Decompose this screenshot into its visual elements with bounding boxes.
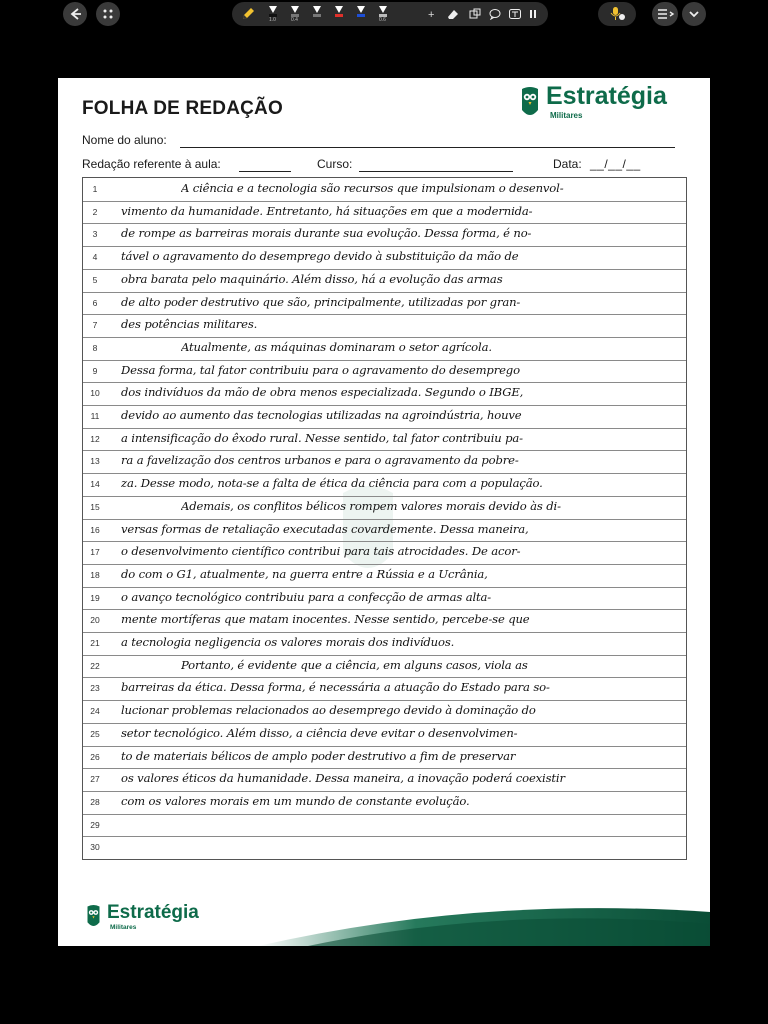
line-number: 2 (92, 206, 98, 217)
handwritten-line: to de materiais bélicos de amplo poder destrutivo a fim de preservar (121, 748, 516, 763)
ruled-line (83, 360, 686, 361)
handwritten-line: ra a favelização dos centros urbanos e para o agravamento da pobre- (121, 453, 519, 468)
pen-tool[interactable] (334, 6, 343, 20)
arrow-left-icon (63, 2, 87, 26)
pen-tool[interactable] (356, 6, 365, 20)
handwritten-line: obra barata pelo maquinário. Além disso, há a evolução das armas (121, 271, 503, 286)
text-icon[interactable] (508, 8, 522, 20)
ruled-line (83, 473, 686, 474)
handwritten-line: Dessa forma, tal fator contribuiu para o agravamento do desemprego (121, 362, 520, 377)
line-number: 24 (90, 706, 100, 717)
line-number: 11 (90, 411, 100, 421)
date-label: Data: (553, 157, 582, 171)
line-number: 9 (92, 365, 98, 376)
pen-size-label: 0.6 (379, 17, 386, 23)
line-number: 7 (92, 320, 98, 331)
brand-subtitle: Militares (110, 924, 137, 931)
ruled-line (83, 564, 686, 565)
ruled-line (83, 677, 686, 678)
app-toolbar (58, 0, 710, 30)
handwritten-line: de rompe as barreiras morais durante sua evolução. Dessa forma, é no- (121, 226, 532, 241)
back-button[interactable] (63, 2, 87, 26)
line-number: 6 (92, 297, 98, 308)
essay-sheet-page[interactable] (58, 78, 710, 946)
ruled-line (83, 405, 686, 406)
pencil-icon[interactable] (240, 6, 256, 22)
line-number: 26 (90, 751, 100, 762)
ruled-line (83, 292, 686, 293)
ruled-line (83, 746, 686, 747)
date-field[interactable]: __/__/__ (590, 157, 641, 171)
line-number: 3 (92, 229, 98, 240)
mic-button[interactable] (598, 2, 636, 26)
handwritten-line: mente mortíferas que matam inocentes. Nesse sentido, percebe-se que (121, 612, 530, 627)
brand-subtitle: Militares (550, 111, 583, 120)
line-number: 4 (92, 252, 98, 263)
line-number: 30 (90, 842, 100, 853)
handwritten-line: o avanço tecnológico contribuiu para a confecção de armas alta- (121, 589, 492, 604)
ruled-line (83, 655, 686, 656)
handwritten-line: tável o agravamento do desemprego devido à substituição da mão de (121, 249, 519, 264)
ruled-line (83, 700, 686, 701)
handwritten-line: a intensificação do êxodo rural. Nesse sentido, tal fator contribuiu pa- (121, 430, 523, 445)
handwritten-line: com os valores morais em um mundo de constante evolução. (121, 793, 470, 808)
ruled-line (83, 314, 686, 315)
line-number: 5 (92, 274, 98, 285)
pen-tool[interactable] (378, 6, 387, 23)
ruled-line (83, 428, 686, 429)
line-number: 10 (90, 388, 100, 399)
line-number: 22 (90, 660, 100, 671)
pause-icon[interactable] (528, 8, 538, 20)
comment-icon[interactable] (488, 8, 502, 20)
handwritten-line: lucionar problemas relacionados ao desemprego devido à dominação do (121, 703, 536, 718)
ruled-line (83, 609, 686, 610)
handwritten-line: o desenvolvimento científico contribui para tais atrocidades. De acor- (121, 544, 521, 559)
ruled-line (83, 269, 686, 270)
line-number: 28 (90, 796, 100, 807)
handwritten-line: des potências militares. (121, 317, 258, 332)
line-number: 29 (90, 819, 100, 830)
student-name-label: Nome do aluno: (82, 133, 167, 147)
ruled-line (83, 496, 686, 497)
handwritten-line: de alto poder destrutivo que são, principalmente, utilizadas por gran- (121, 294, 521, 309)
handwritten-line: a tecnologia negligencia os valores morais dos indivíduos. (121, 635, 455, 649)
class-label: Redação referente à aula: (82, 157, 221, 171)
line-number: 19 (90, 592, 100, 603)
handwritten-line: dos indivíduos da mão de obra menos especializada. Segundo o IBGE, (121, 385, 524, 400)
ruled-line (83, 541, 686, 542)
ruled-line (83, 587, 686, 588)
owl-logo-icon (86, 904, 101, 930)
course-label: Curso: (317, 157, 353, 171)
eraser-icon[interactable] (446, 8, 460, 20)
pen-tool[interactable] (268, 6, 277, 23)
ruled-line (83, 246, 686, 247)
ruled-line (83, 632, 686, 633)
line-number: 1 (92, 184, 98, 194)
handwritten-line: A ciência e a tecnologia são recursos que impulsionam o desenvol- (181, 181, 564, 195)
ruled-line (83, 768, 686, 769)
handwritten-line: za. Desse modo, nota-se a falta de ética da ciência para com a população. (121, 476, 543, 491)
line-number: 14 (90, 479, 100, 490)
mic-icon (607, 6, 627, 22)
more-icon (652, 2, 678, 26)
course-line[interactable] (359, 171, 513, 172)
ruled-line (83, 519, 686, 520)
line-number: 8 (92, 342, 98, 353)
line-number: 25 (90, 728, 100, 739)
line-number: 12 (90, 433, 100, 444)
brand-name: Estratégia (107, 902, 199, 923)
class-line[interactable] (239, 171, 291, 172)
line-number: 20 (90, 615, 100, 626)
essay-lines[interactable] (82, 177, 687, 860)
handwritten-line: devido ao aumento das tecnologias utilizadas na agroindústria, houve (121, 408, 522, 422)
pen-toolbar (232, 2, 548, 26)
line-number: 27 (90, 774, 100, 785)
line-number: 16 (90, 524, 100, 535)
grid-button[interactable] (96, 2, 120, 26)
owl-logo-icon (520, 86, 540, 120)
collapse-button[interactable] (682, 2, 706, 26)
ruled-line (83, 337, 686, 338)
line-number: 15 (90, 501, 100, 512)
plus-icon[interactable]: + (428, 9, 435, 21)
student-name-line[interactable] (180, 147, 675, 148)
ruled-line (83, 723, 686, 724)
line-number: 23 (90, 683, 100, 694)
handwritten-line: setor tecnológico. Além disso, a ciência deve evitar o desenvolvimen- (121, 725, 518, 740)
handwritten-line: Atualmente, as máquinas dominaram o setor agrícola. (181, 339, 492, 354)
ruled-line (83, 450, 686, 451)
line-number: 13 (90, 456, 100, 467)
ruled-line (83, 201, 686, 202)
ruled-line (83, 223, 686, 224)
page-title: FOLHA DE REDAÇÃO (82, 98, 283, 119)
ruled-line (83, 382, 686, 383)
grid-icon (96, 2, 120, 26)
brand-name: Estratégia (546, 82, 667, 110)
handwritten-line: Ademais, os conflitos bélicos rompem valores morais devido às di- (181, 498, 561, 513)
ruled-line (83, 836, 686, 837)
chevron-down-icon (682, 2, 706, 26)
lasso-icon[interactable] (468, 8, 482, 20)
line-number: 18 (90, 569, 100, 580)
pen-tool[interactable] (290, 6, 299, 23)
handwritten-line: barreiras da ética. Dessa forma, é necessária a atuação do Estado para so- (121, 680, 550, 695)
more-button[interactable] (652, 2, 678, 26)
handwritten-line: vimento da humanidade. Entretanto, há situações em que a modernida- (121, 203, 533, 218)
handwritten-line: do com o G1, atualmente, na guerra entre a Rússia e a Ucrânia, (121, 566, 488, 581)
pen-size-label: 0.4 (291, 17, 298, 23)
ruled-line (83, 814, 686, 815)
line-number: 17 (90, 547, 100, 558)
pen-size-label: 1.0 (269, 17, 276, 23)
pen-tool[interactable] (312, 6, 321, 20)
handwritten-line: Portanto, é evidente que a ciência, em alguns casos, viola as (181, 657, 528, 672)
line-number: 21 (90, 638, 100, 648)
handwritten-line: versas formas de retaliação executadas covardemente. Dessa maneira, (121, 521, 529, 536)
ruled-line (83, 791, 686, 792)
handwritten-line: os valores éticos da humanidade. Dessa maneira, a inovação poderá coexistir (121, 771, 565, 786)
